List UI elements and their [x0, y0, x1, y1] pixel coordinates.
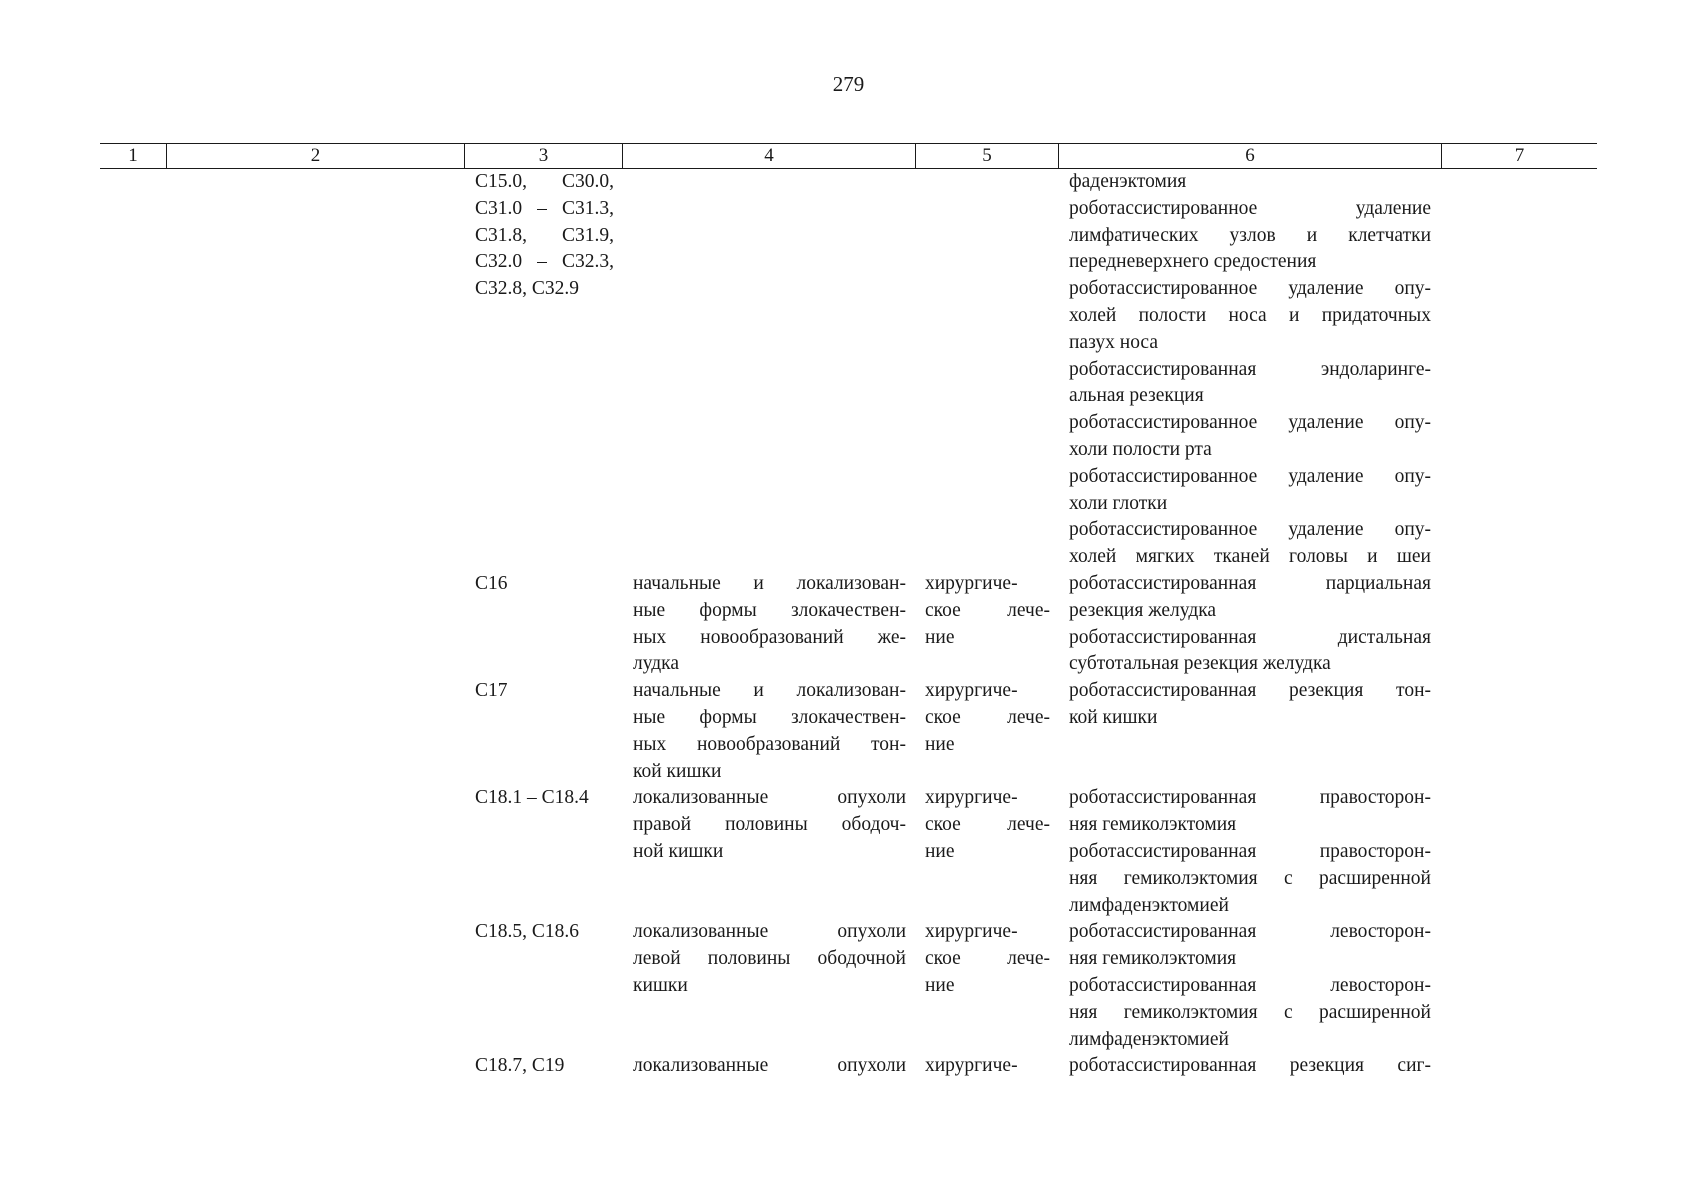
- treatment-type-cell: [915, 571, 1058, 678]
- text-line: пазух носа: [1069, 331, 1158, 353]
- text-line: ское лече-: [925, 706, 1050, 728]
- text-line: С32.0 – С32.3,: [475, 251, 614, 273]
- treatment-type-cell: [915, 169, 1058, 571]
- treatment-method-cell: [1058, 571, 1441, 678]
- col-1-cell: [100, 1053, 166, 1080]
- col-7-cell: [1441, 785, 1597, 919]
- col-7-cell: [1441, 678, 1597, 785]
- text-line: хирургиче-: [925, 787, 1018, 809]
- col-7-cell: [1441, 169, 1597, 571]
- text-line: С18.1 – С18.4: [475, 787, 589, 809]
- icd-code-cell: [464, 571, 622, 678]
- treatment-method-cell: [1058, 169, 1441, 571]
- table-row: [100, 571, 1597, 678]
- text-line: роботассистированное удаление опу-: [1069, 278, 1431, 300]
- text-line: ское лече-: [925, 599, 1050, 621]
- patient-model-cell: [622, 785, 915, 919]
- patient-model-cell: [622, 1053, 915, 1080]
- col-7-cell: [1441, 919, 1597, 1053]
- header-col-3: 3: [464, 144, 622, 168]
- text-line: роботассистированная резекция тон-: [1069, 680, 1431, 702]
- text-line: кой кишки: [1069, 706, 1158, 728]
- treatment-type-cell: [915, 1053, 1058, 1080]
- treatment-method-cell: [1058, 919, 1441, 1053]
- page-number: 279: [832, 72, 865, 96]
- text-line: няя гемиколэктомия: [1069, 948, 1237, 970]
- text-line: роботассистированная правосторон-: [1069, 787, 1431, 809]
- text-line: лудка: [633, 653, 680, 675]
- text-line: роботассистированное удаление опу-: [1069, 465, 1431, 487]
- text-line: левой половины ободочной: [633, 948, 906, 970]
- text-line: ние: [925, 974, 955, 996]
- text-line: передневерхнего средостения: [1069, 251, 1317, 273]
- col-2-cell: [166, 785, 464, 919]
- text-line: роботассистированная левосторон-: [1069, 974, 1431, 996]
- text-line: няя гемиколэктомия с расширенной: [1069, 867, 1431, 889]
- col-1-cell: [100, 571, 166, 678]
- patient-model-cell: [622, 919, 915, 1053]
- text-line: фаденэктомия: [1069, 171, 1187, 192]
- table-row: [100, 678, 1597, 785]
- col-2-cell: [166, 571, 464, 678]
- text-line: ной кишки: [633, 840, 724, 862]
- text-line: локализованные опухоли: [633, 921, 906, 943]
- treatment-type-cell: [915, 785, 1058, 919]
- table-header-row: [100, 143, 1597, 169]
- text-line: роботассистированное удаление опу-: [1069, 519, 1431, 541]
- text-line: С17: [475, 680, 508, 702]
- icd-code-cell: [464, 1053, 622, 1080]
- text-line: лимфаденэктомией: [1069, 1028, 1229, 1050]
- text-line: роботассистированное удаление: [1069, 197, 1431, 219]
- text-line: локализованные опухоли: [633, 1055, 906, 1077]
- text-line: лимфатических узлов и клетчатки: [1069, 224, 1431, 246]
- treatment-method-cell: [1058, 1053, 1441, 1080]
- header-col-1: 1: [128, 145, 138, 166]
- icd-code-cell: [464, 785, 622, 919]
- text-line: правой половины ободоч-: [633, 814, 906, 836]
- text-line: холей полости носа и придаточных: [1069, 304, 1431, 326]
- table-row: [100, 919, 1597, 1053]
- patient-model-cell: [622, 571, 915, 678]
- text-line: хирургиче-: [925, 921, 1018, 943]
- text-line: ные формы злокачествен-: [633, 706, 906, 728]
- table-row: [100, 785, 1597, 919]
- text-line: роботассистированное удаление опу-: [1069, 412, 1431, 434]
- col-2-cell: [166, 919, 464, 1053]
- text-line: начальные и локализован-: [633, 572, 906, 594]
- text-line: С15.0, С30.0,: [475, 171, 614, 192]
- text-line: ское лече-: [925, 814, 1050, 836]
- treatment-method-cell: [1058, 678, 1441, 785]
- treatment-method-cell: [1058, 785, 1441, 919]
- text-line: ское лече-: [925, 948, 1050, 970]
- header-col-7: 7: [1441, 144, 1597, 168]
- table-row: [100, 169, 1597, 571]
- text-line: ние: [925, 626, 955, 648]
- treatment-type-cell: [915, 919, 1058, 1053]
- patient-model-cell: [622, 678, 915, 785]
- text-line: роботассистированная парциальная: [1069, 572, 1431, 594]
- text-line: хирургиче-: [925, 1055, 1018, 1077]
- col-1-cell: [100, 785, 166, 919]
- text-line: начальные и локализован-: [633, 680, 906, 702]
- col-7-cell: [1441, 571, 1597, 678]
- col-1-cell: [100, 678, 166, 785]
- table-body: [100, 169, 1597, 1080]
- table-row: [100, 1053, 1597, 1080]
- icd-code-cell: [464, 169, 622, 571]
- header-col-5: 5: [915, 144, 1058, 168]
- col-2-cell: [166, 169, 464, 571]
- text-line: роботассистированная резекция сиг-: [1069, 1055, 1431, 1077]
- icd-code-cell: [464, 678, 622, 785]
- text-line: ние: [925, 733, 955, 755]
- text-line: С32.8, С32.9: [475, 278, 580, 300]
- procedures-table: [100, 143, 1597, 1080]
- text-line: резекция желудка: [1069, 599, 1217, 621]
- patient-model-cell: [622, 169, 915, 571]
- text-line: ные формы злокачествен-: [633, 599, 906, 621]
- text-line: холей мягких тканей головы и шеи: [1069, 546, 1431, 568]
- text-line: С18.5, С18.6: [475, 921, 580, 943]
- col-1-cell: [100, 919, 166, 1053]
- text-line: С16: [475, 572, 508, 594]
- text-line: С18.7, С19: [475, 1055, 565, 1077]
- text-line: кишки: [633, 974, 688, 996]
- text-line: холи глотки: [1069, 492, 1168, 514]
- col-2-cell: [166, 678, 464, 785]
- text-line: субтотальная резекция желудка: [1069, 653, 1331, 675]
- text-line: локализованные опухоли: [633, 787, 906, 809]
- header-col-6: 6: [1058, 144, 1441, 168]
- icd-code-cell: [464, 919, 622, 1053]
- text-line: С31.0 – С31.3,: [475, 197, 614, 219]
- text-line: роботассистированная эндоларинге-: [1069, 358, 1431, 380]
- text-line: ных новообразований же-: [633, 626, 906, 648]
- text-line: няя гемиколэктомия с расширенной: [1069, 1001, 1431, 1023]
- treatment-type-cell: [915, 678, 1058, 785]
- text-line: кой кишки: [633, 760, 722, 782]
- text-line: хирургиче-: [925, 572, 1018, 594]
- col-2-cell: [166, 1053, 464, 1080]
- header-col-2: 2: [166, 144, 464, 168]
- text-line: С31.8, С31.9,: [475, 224, 614, 246]
- col-7-cell: [1441, 1053, 1597, 1080]
- text-line: ние: [925, 840, 955, 862]
- text-line: хирургиче-: [925, 680, 1018, 702]
- text-line: лимфаденэктомией: [1069, 894, 1229, 916]
- header-col-4: 4: [622, 144, 915, 168]
- text-line: ных новообразований тон-: [633, 733, 906, 755]
- text-line: роботассистированная дистальная: [1069, 626, 1431, 648]
- col-1-cell: [100, 169, 166, 571]
- text-line: няя гемиколэктомия: [1069, 814, 1237, 836]
- text-line: роботассистированная левосторон-: [1069, 921, 1431, 943]
- text-line: альная резекция: [1069, 385, 1204, 407]
- text-line: холи полости рта: [1069, 438, 1212, 460]
- text-line: роботассистированная правосторон-: [1069, 840, 1431, 862]
